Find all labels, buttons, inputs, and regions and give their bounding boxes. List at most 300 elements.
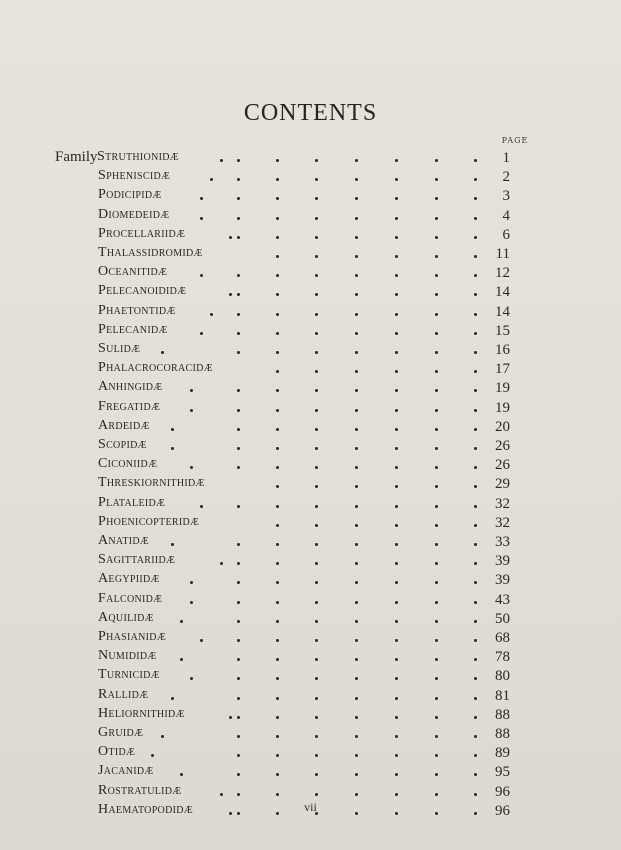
leader-dot: [355, 178, 358, 181]
leader-dot: [315, 620, 318, 623]
leader-dot: [276, 485, 279, 488]
leader-dot: [315, 159, 318, 162]
family-name: Pelecanoididæ: [98, 283, 187, 298]
family-name: Phasianidæ: [98, 629, 167, 644]
leader-dot: [435, 447, 438, 450]
leader-dot: [315, 658, 318, 661]
leader-dot: [435, 793, 438, 796]
page-ref: 29: [495, 476, 510, 492]
leader-dot: [315, 754, 318, 757]
family-name: Struthionidæ: [97, 149, 179, 164]
family-name: Pelecanidæ: [98, 322, 168, 337]
leader-dot: [395, 255, 398, 258]
family-prefix: Family: [55, 149, 98, 165]
family-name: Phalacrocoracidæ: [98, 360, 213, 375]
leader-dot: [474, 697, 477, 700]
leader-dot: [237, 217, 240, 220]
leader-dot: [395, 217, 398, 220]
leader-dot: [474, 178, 477, 181]
family-name: Threskiornithidæ: [98, 475, 205, 490]
leader-dot: [237, 159, 240, 162]
page-ref: 6: [502, 227, 510, 243]
leader-dot: [435, 505, 438, 508]
leader-dot: [200, 217, 203, 220]
page-ref: 96: [495, 784, 510, 800]
leader-dot: [474, 197, 477, 200]
page-ref: 33: [495, 534, 510, 550]
leader-dot: [474, 313, 477, 316]
leader-dot: [237, 773, 240, 776]
leader-dot: [395, 274, 398, 277]
page-ref: 19: [495, 400, 510, 416]
leader-dot: [190, 409, 193, 412]
leader-dot: [276, 313, 279, 316]
leader-dot: [474, 293, 477, 296]
leader-dot: [180, 773, 183, 776]
family-name: Thalassidromidæ: [98, 245, 203, 260]
page-ref: 14: [495, 284, 510, 300]
leader-dot: [395, 505, 398, 508]
leader-dot: [315, 217, 318, 220]
leader-dot: [276, 601, 279, 604]
leader-dot: [355, 601, 358, 604]
leader-dot: [171, 428, 174, 431]
leader-dot: [395, 236, 398, 239]
leader-dot: [276, 447, 279, 450]
leader-dot: [229, 293, 232, 296]
family-name: Numididæ: [98, 648, 157, 663]
family-name: Ardeidæ: [98, 418, 150, 433]
family-name: Gruidæ: [98, 725, 144, 740]
leader-dot: [435, 370, 438, 373]
leader-dot: [315, 505, 318, 508]
leader-dot: [237, 274, 240, 277]
leader-dot: [435, 773, 438, 776]
page-ref: 88: [495, 707, 510, 723]
leader-dot: [355, 447, 358, 450]
leader-dot: [315, 236, 318, 239]
leader-dot: [355, 197, 358, 200]
leader-dot: [474, 543, 477, 546]
leader-dot: [315, 639, 318, 642]
leader-dot: [315, 293, 318, 296]
leader-dot: [315, 677, 318, 680]
leader-dot: [237, 236, 240, 239]
leader-dot: [237, 409, 240, 412]
leader-dot: [395, 773, 398, 776]
page-number: vii: [304, 800, 317, 814]
page-ref: 26: [495, 438, 510, 454]
page-ref: 19: [495, 380, 510, 396]
leader-dot: [395, 197, 398, 200]
page-ref: 78: [495, 649, 510, 665]
leader-dot: [229, 236, 232, 239]
page-column-header: PAGE: [501, 136, 529, 145]
leader-dot: [474, 601, 477, 604]
leader-dot: [355, 716, 358, 719]
leader-dot: [276, 773, 279, 776]
leader-dot: [237, 639, 240, 642]
leader-dot: [435, 485, 438, 488]
leader-dot: [474, 773, 477, 776]
leader-dot: [237, 197, 240, 200]
leader-dot: [315, 735, 318, 738]
family-name: Spheniscidæ: [98, 168, 171, 183]
leader-dot: [276, 389, 279, 392]
leader-dot: [355, 524, 358, 527]
leader-dot: [474, 409, 477, 412]
leader-dot: [190, 466, 193, 469]
leader-dot: [435, 197, 438, 200]
leader-dot: [171, 697, 174, 700]
family-name: Falconidæ: [98, 591, 163, 606]
family-name: Aegypiidæ: [98, 571, 160, 586]
leader-dot: [237, 793, 240, 796]
family-name: Podicipidæ: [98, 187, 162, 202]
page-ref: 39: [495, 553, 510, 569]
leader-dot: [237, 505, 240, 508]
leader-dot: [435, 677, 438, 680]
leader-dot: [276, 562, 279, 565]
family-name: Otidæ: [98, 744, 136, 759]
leader-dot: [435, 313, 438, 316]
leader-dot: [435, 236, 438, 239]
leader-dot: [395, 735, 398, 738]
leader-dot: [220, 793, 223, 796]
leader-dot: [355, 351, 358, 354]
family-name: Aquilidæ: [98, 610, 154, 625]
page-ref: 39: [495, 572, 510, 588]
leader-dot: [474, 351, 477, 354]
leader-dot: [315, 601, 318, 604]
leader-dot: [435, 332, 438, 335]
leader-dot: [435, 466, 438, 469]
leader-dot: [395, 351, 398, 354]
leader-dot: [474, 332, 477, 335]
page-ref: 81: [495, 688, 510, 704]
leader-dot: [355, 255, 358, 258]
leader-dot: [435, 274, 438, 277]
leader-dot: [474, 217, 477, 220]
leader-dot: [237, 754, 240, 757]
leader-dot: [395, 466, 398, 469]
leader-dot: [237, 178, 240, 181]
leader-dot: [395, 793, 398, 796]
leader-dot: [315, 197, 318, 200]
toc-entry: [0, 282, 621, 304]
page-ref: 17: [495, 361, 510, 377]
toc-entry: [0, 474, 621, 496]
leader-dot: [395, 524, 398, 527]
leader-dot: [474, 236, 477, 239]
leader-dot: [395, 620, 398, 623]
family-name: Rallidæ: [98, 687, 149, 702]
leader-dot: [355, 293, 358, 296]
leader-dot: [276, 658, 279, 661]
leader-dot: [395, 562, 398, 565]
leader-dot: [395, 313, 398, 316]
family-name: Jacanidæ: [98, 763, 154, 778]
leader-dot: [190, 581, 193, 584]
leader-dot: [435, 581, 438, 584]
leader-dot: [355, 389, 358, 392]
leader-dot: [276, 332, 279, 335]
leader-dot: [315, 562, 318, 565]
leader-dot: [435, 697, 438, 700]
toc-entry: [0, 762, 621, 784]
leader-dot: [237, 389, 240, 392]
family-name: Procellariidæ: [98, 226, 186, 241]
leader-dot: [395, 332, 398, 335]
leader-dot: [395, 485, 398, 488]
leader-dot: [315, 524, 318, 527]
leader-dot: [190, 601, 193, 604]
leader-dot: [435, 716, 438, 719]
leader-dot: [161, 351, 164, 354]
leader-dot: [237, 581, 240, 584]
leader-dot: [355, 274, 358, 277]
leader-dot: [355, 370, 358, 373]
leader-dot: [237, 697, 240, 700]
leader-dot: [435, 543, 438, 546]
family-name: Anhingidæ: [98, 379, 163, 394]
leader-dot: [355, 466, 358, 469]
family-name: Haematopodidæ: [98, 802, 193, 817]
leader-dot: [474, 716, 477, 719]
leader-dot: [161, 735, 164, 738]
leader-dot: [395, 543, 398, 546]
leader-dot: [220, 159, 223, 162]
leader-dot: [435, 178, 438, 181]
leader-dot: [355, 409, 358, 412]
leader-dot: [474, 447, 477, 450]
leader-dot: [237, 466, 240, 469]
leader-dot: [474, 562, 477, 565]
leader-dot: [171, 447, 174, 450]
leader-dot: [237, 677, 240, 680]
leader-dot: [237, 716, 240, 719]
leader-dot: [237, 601, 240, 604]
leader-dot: [395, 677, 398, 680]
family-name: Heliornithidæ: [98, 706, 185, 721]
leader-dot: [395, 754, 398, 757]
leader-dot: [474, 639, 477, 642]
family-name: Phoenicopteridæ: [98, 514, 200, 529]
leader-dot: [395, 658, 398, 661]
leader-dot: [276, 639, 279, 642]
leader-dot: [315, 485, 318, 488]
leader-dot: [395, 428, 398, 431]
leader-dot: [276, 178, 279, 181]
leader-dot: [237, 562, 240, 565]
toc-entry: [0, 666, 621, 688]
leader-dot: [355, 639, 358, 642]
leader-dot: [435, 389, 438, 392]
leader-dot: [355, 313, 358, 316]
leader-dot: [395, 601, 398, 604]
leader-dot: [200, 274, 203, 277]
leader-dot: [395, 293, 398, 296]
leader-dot: [474, 677, 477, 680]
leader-dot: [474, 255, 477, 258]
leader-dot: [395, 447, 398, 450]
leader-dot: [237, 313, 240, 316]
toc-entry: [0, 378, 621, 400]
leader-dot: [276, 697, 279, 700]
leader-dot: [315, 793, 318, 796]
page-ref: 11: [495, 246, 510, 262]
leader-dot: [355, 754, 358, 757]
leader-dot: [190, 389, 193, 392]
leader-dot: [474, 524, 477, 527]
leader-dot: [355, 236, 358, 239]
page-ref: 32: [495, 496, 510, 512]
leader-dot: [355, 581, 358, 584]
leader-dot: [435, 159, 438, 162]
family-name: Turnicidæ: [98, 667, 160, 682]
page-ref: 4: [502, 208, 510, 224]
page-ref: 12: [495, 265, 510, 281]
leader-dot: [276, 735, 279, 738]
leader-dot: [395, 716, 398, 719]
leader-dot: [315, 409, 318, 412]
leader-dot: [276, 620, 279, 623]
leader-dot: [200, 332, 203, 335]
leader-dot: [435, 562, 438, 565]
page-ref: 14: [495, 304, 510, 320]
leader-dot: [276, 543, 279, 546]
leader-dot: [276, 409, 279, 412]
leader-dot: [237, 351, 240, 354]
family-name: Rostratulidæ: [98, 783, 182, 798]
page-ref: 43: [495, 592, 510, 608]
leader-dot: [276, 255, 279, 258]
leader-dot: [435, 754, 438, 757]
leader-dot: [200, 639, 203, 642]
leader-dot: [355, 217, 358, 220]
leader-dot: [435, 351, 438, 354]
leader-dot: [435, 293, 438, 296]
leader-dot: [435, 428, 438, 431]
page-title: CONTENTS: [243, 100, 378, 126]
leader-dot: [395, 409, 398, 412]
page-ref: 50: [495, 611, 510, 627]
leader-dot: [395, 178, 398, 181]
leader-dot: [315, 447, 318, 450]
leader-dot: [276, 159, 279, 162]
page-ref: 96: [495, 803, 510, 819]
family-name: Sagittariidæ: [98, 552, 176, 567]
leader-dot: [474, 485, 477, 488]
leader-dot: [435, 524, 438, 527]
family-name: Scopidæ: [98, 437, 147, 452]
leader-dot: [474, 505, 477, 508]
leader-dot: [276, 274, 279, 277]
leader-dot: [276, 677, 279, 680]
leader-dot: [474, 735, 477, 738]
page-ref: 15: [495, 323, 510, 339]
family-name: Sulidæ: [98, 341, 141, 356]
leader-dot: [435, 601, 438, 604]
leader-dot: [355, 773, 358, 776]
leader-dot: [435, 658, 438, 661]
leader-dot: [474, 658, 477, 661]
leader-dot: [474, 466, 477, 469]
leader-dot: [474, 370, 477, 373]
leader-dot: [474, 581, 477, 584]
page-ref: 26: [495, 457, 510, 473]
page-ref: 88: [495, 726, 510, 742]
leader-dot: [237, 658, 240, 661]
leader-dot: [200, 197, 203, 200]
page-ref: 80: [495, 668, 510, 684]
leader-dot: [276, 370, 279, 373]
leader-dot: [435, 735, 438, 738]
leader-dot: [237, 735, 240, 738]
leader-dot: [315, 581, 318, 584]
leader-dot: [315, 773, 318, 776]
leader-dot: [315, 351, 318, 354]
leader-dot: [151, 754, 154, 757]
leader-dot: [276, 428, 279, 431]
leader-dot: [395, 370, 398, 373]
leader-dot: [190, 677, 193, 680]
leader-dot: [171, 543, 174, 546]
leader-dot: [355, 697, 358, 700]
family-name: Anatidæ: [98, 533, 150, 548]
leader-dot: [474, 389, 477, 392]
leader-dot: [276, 217, 279, 220]
leader-dot: [355, 428, 358, 431]
leader-dot: [237, 428, 240, 431]
leader-dot: [276, 581, 279, 584]
leader-dot: [395, 159, 398, 162]
leader-dot: [276, 466, 279, 469]
leader-dot: [355, 159, 358, 162]
family-name: Oceanitidæ: [98, 264, 168, 279]
leader-dot: [237, 293, 240, 296]
leader-dot: [180, 620, 183, 623]
page-ref: 16: [495, 342, 510, 358]
page-ref: 20: [495, 419, 510, 435]
leader-dot: [220, 562, 223, 565]
leader-dot: [315, 255, 318, 258]
leader-dot: [355, 793, 358, 796]
leader-dot: [237, 332, 240, 335]
leader-dot: [180, 658, 183, 661]
leader-dot: [276, 754, 279, 757]
family-name: Plataleidæ: [98, 495, 166, 510]
leader-dot: [276, 716, 279, 719]
family-name: Diomedeidæ: [98, 207, 170, 222]
leader-dot: [355, 332, 358, 335]
leader-dot: [315, 428, 318, 431]
family-name: Ciconiidæ: [98, 456, 158, 471]
leader-dot: [276, 293, 279, 296]
leader-dot: [315, 466, 318, 469]
page-ref: 32: [495, 515, 510, 531]
leader-dot: [395, 639, 398, 642]
leader-dot: [315, 370, 318, 373]
leader-dot: [276, 524, 279, 527]
page-ref: 89: [495, 745, 510, 761]
leader-dot: [276, 793, 279, 796]
leader-dot: [355, 677, 358, 680]
leader-dot: [237, 447, 240, 450]
leader-dot: [474, 428, 477, 431]
leader-dot: [395, 697, 398, 700]
leader-dot: [355, 658, 358, 661]
